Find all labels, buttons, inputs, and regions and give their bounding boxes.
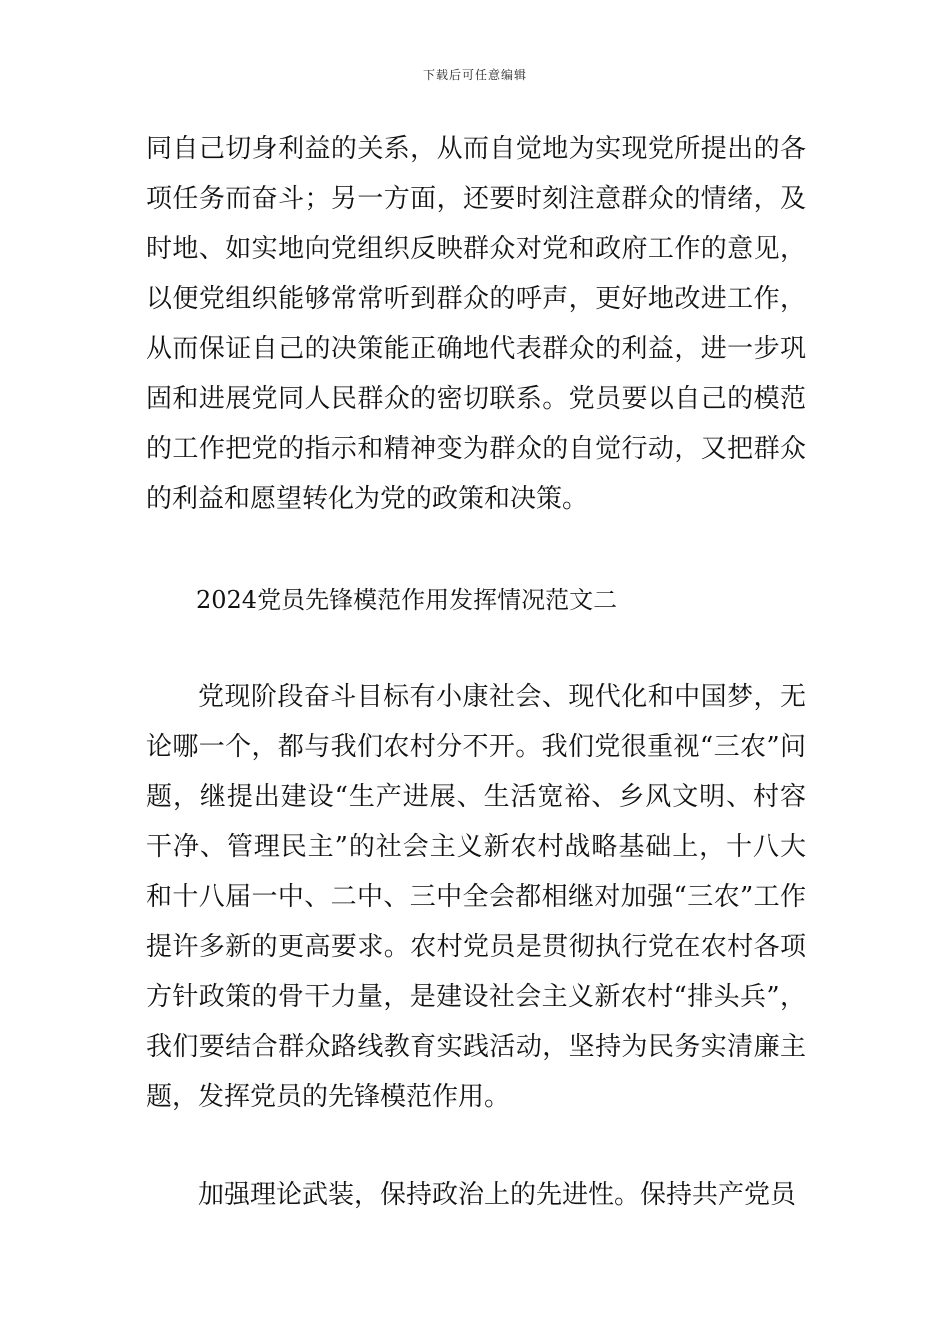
- header-note: 下载后可任意编辑: [422, 68, 527, 82]
- paragraph-intro: 党现阶段奋斗目标有小康社会、现代化和中国梦，无论哪一个，都与我们农村分不开。我们党很重视“三农”问题，继提出建设“生产进展、生活宽裕、乡风文明、村容干净、管理民主”的社会主义新农村战略基础上，十八大和十八届一中、二中、三中全会都相继对加强“三农”工作提许多新的更高要求。农村党员是贯彻执行党在农村各项方针政策的骨干力量，是建设社会主义新农村“排头兵”，我们要结合群众路线教育实践活动，坚持为民务实清廉主题，发挥党员的先锋模范作用。: [146, 682, 806, 1112]
- paragraph-continued: 同自己切身利益的关系，从而自觉地为实现党所提出的各项任务而奋斗；另一方面，还要时刻注意群众的情绪，及时地、如实地向党组织反映群众对党和政府工作的意见，以便党组织能够常常听到群众的呼声，更好地改进工作，从而保证自己的决策能正确地代表群众的利益，进一步巩固和进展党同人民群众的密切联系。党员要以自己的模范的工作把党的指示和精神变为群众的自觉行动，又把群众的利益和愿望转化为党的政策和决策。: [146, 134, 806, 514]
- section-title: 2024党员先锋模范作用发挥情况范文二: [196, 586, 618, 614]
- paragraph-theory: 加强理论武装，保持政治上的先进性。保持共产党员: [198, 1180, 797, 1210]
